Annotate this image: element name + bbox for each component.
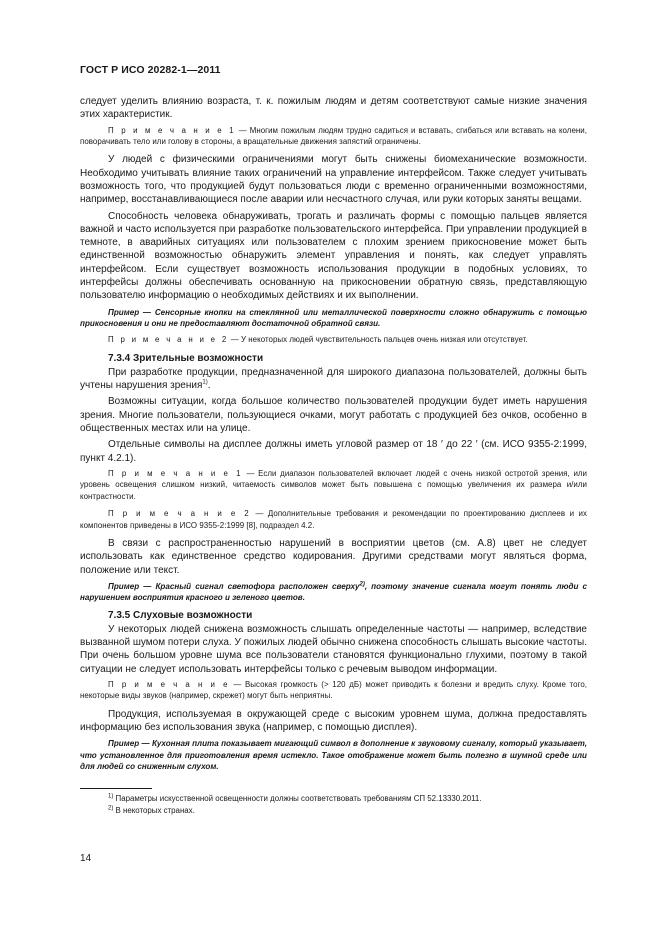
example-text-cont: , поэтому значение сигнала могут понять люди с нарушением восприятия красного и зеленого цветов.: [80, 581, 588, 603]
footnote-ref-1[interactable]: 1): [202, 379, 208, 386]
note-label: П р и м е ч а н и е 1: [108, 125, 236, 135]
paragraph-glasses: Возможны ситуации, когда большое количество пользователей продукции будет иметь нарушения зрения. Многие пользователи, пользующиеся очками, могут работать с продукцией без очков, особенно в общественных местах или на улице.: [80, 396, 587, 435]
paragraph-physical-limitations: У людей с физическими ограничениями могут быть снижены биомеханические возможности. Необходимо учитывать влияние таких ограничений на управление интерфейсом. Также следует учитывать возможность того, что продукцией будут пользоваться люди с временно ограниченными возможностями, например, восстанавливающиеся после аварии или несчастного случая, или руки которых заняты вещами.: [80, 154, 587, 206]
page-number: 14: [80, 853, 92, 864]
footnote-ref-2[interactable]: 2): [359, 581, 365, 588]
footnote-text: Параметры искусственной освещенности должны соответствовать требованиям СП 52.13330.2011.: [113, 794, 482, 803]
note-label: П р и м е ч а н и е 2: [108, 509, 251, 519]
paragraph-color-perception: В связи с распространенностью нарушений в восприятии цветов (см. А.8) цвет не следует использовать как единственное средство кодирования. Другими средствами могут являться форма, положение или текст.: [80, 538, 587, 576]
note-2-finger-sensitivity: [80, 334, 587, 345]
paragraph-age: следует уделить влиянию возраста, т. к. пожилым людям и детям соответствуют самые низкие значения этих характеристик.: [80, 96, 587, 121]
example-text: Пример — Красный сигнал светофора расположен сверху: [108, 581, 360, 591]
note-text: — Высокая громкость (> 120 дБ) может приводить к болезни и вредить слуху. Кроме того, некоторые виды звуков (например, скрежет) могут быть неприятны.: [80, 679, 587, 701]
example-kitchen-stove: Пример — Кухонная плита показывает мигающий символ в дополнение к звуковому сигналу, который указывает, что установленное для приготовления время истекло. Такое отображение может быть полезно в шумной среде или для людей со сниженным слухом.: [80, 739, 587, 772]
note-2-display-requirements: [80, 508, 587, 531]
note-label: П р и м е ч а н и е: [108, 679, 230, 689]
note-1-low-acuity: [80, 468, 587, 502]
paragraph-hearing: У некоторых людей снижена возможность слышать определенные частоты — например, вследствие вызванной шумом потери слуха. У пожилых людей обычно снижена способность слышать высокие частоты. При очень большом уровне шума все пользователи становятся функционально глухими, поэтому в такой ситуации не следует использовать интерфейсы только с речевым выводом информации.: [80, 623, 587, 675]
example-touch-buttons: Пример — Сенсорные кнопки на стеклянной или металлической поверхности сложно обнаружить с помощью прикосновения и они не предоставляют достаточной обратной связи.: [80, 307, 587, 329]
footnote-text: В некоторых странах.: [113, 806, 195, 815]
footnote-divider: [80, 788, 152, 789]
section-heading-7-3-5: 7.3.5 Слуховые возможности: [108, 609, 253, 621]
footnote-2: [80, 805, 587, 817]
footnote-mark: 1): [108, 793, 114, 800]
note-label: П р и м е ч а н и е 1: [108, 468, 243, 478]
footnote-mark: 2): [108, 805, 114, 812]
note-text: — У некоторых людей чувствительность пальцев очень низкая или отсутствует.: [228, 335, 528, 345]
note-text: — Дополнительные требования и рекомендации по проектированию дисплеев и их компонентов приведены в ИСО 9355-2:1999 [8], подраздел 4.2.: [80, 509, 587, 530]
paragraph-touch: Способность человека обнаруживать, трогать и различать формы с помощью пальцев является важной и часто используется при разработке пользовательского интерфейса. При управлении продукцией в темноте, в аварийных ситуациях или пользователем с плохим зрением прикосновение может быть единственной возможностью обнаружить элемент управления и понять, как следует управлять интерфейсом. Если существует возможность использования продукции в подобных условиях, то интерфейсы должны обеспечивать основанную на прикосновении обратную связь, представляющую пользователю информацию о необходимых действиях и их выполнении.: [80, 210, 587, 302]
paragraph-vision-impairment: [80, 366, 587, 393]
note-text: — Если диапазон пользователей включает людей с очень низкой остротой зрения, или уровень освещения слишком низкий, читаемость символов может быть повышена с помощью увеличения их размера и/или контрастности.: [80, 468, 588, 501]
footnote-1: [80, 793, 587, 805]
note-text: — Многим пожилым людям трудно садиться и вставать, сгибаться или вставать на колени, поворачивать тело или голову в стороны, а вращательные движения запястий ограничены.: [80, 125, 587, 146]
paragraph-character-size: Отдельные символы на дисплее должны иметь угловой размер от 18 ′ до 22 ′ (см. ИСО 9355-2:1999, пункт 4.2.1).: [80, 439, 587, 464]
main-content: [80, 95, 587, 778]
document-header: ГОСТ Р ИСО 20282-1—2011: [80, 64, 221, 76]
note-label: П р и м е ч а н и е 2: [108, 335, 229, 345]
note-1-elderly: [80, 125, 587, 148]
footnotes: [80, 793, 587, 817]
paragraph-text: При разработке продукции, предназначенной для широкого диапазона пользователей, должны быть учтены нарушения зрения: [80, 366, 587, 392]
paragraph-end: .: [207, 380, 211, 392]
example-traffic-light: [80, 581, 587, 604]
section-heading-7-3-4: 7.3.4 Зрительные возможности: [108, 352, 264, 364]
paragraph-noisy-environment: Продукция, используемая в окружающей среде с высоким уровнем шума, должна предоставлять информацию без использования звука (например, с помощью дисплея).: [80, 708, 587, 733]
note-loudness: [80, 679, 587, 702]
